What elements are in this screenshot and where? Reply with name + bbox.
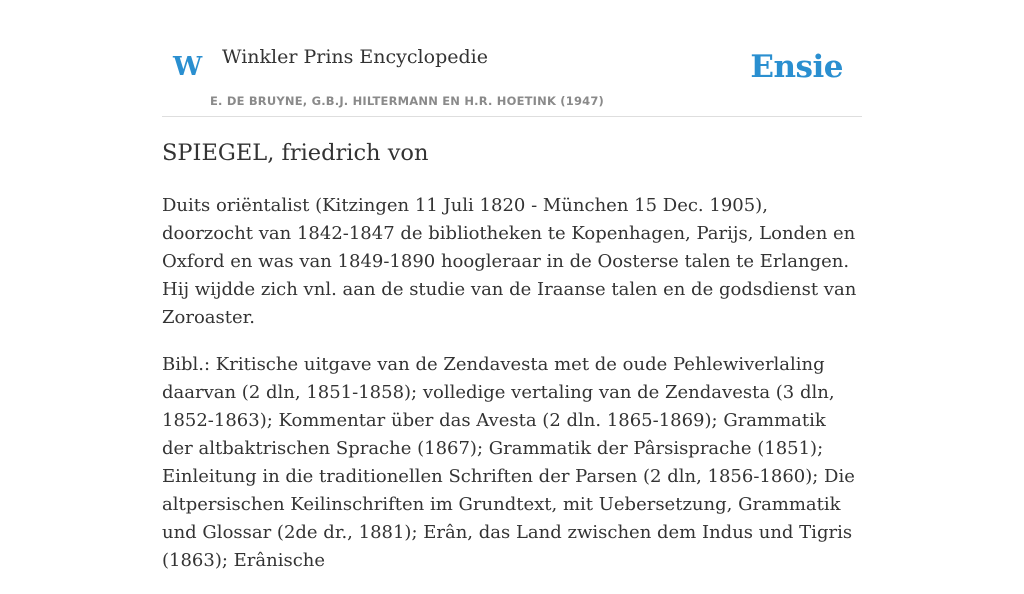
winkler-prins-logo-icon[interactable]: W	[173, 52, 203, 82]
source-authors: E. DE BRUYNE, G.B.J. HILTERMANN EN H.R. HOETINK (1947)	[210, 94, 605, 108]
ensie-logo-link[interactable]: Ensie	[750, 49, 843, 85]
article-paragraph: Duits oriëntalist (Kitzingen 11 Juli 1820 - München 15 Dec. 1905), doorzocht van 1842-1847 de bibliotheken te Kopenhagen, Parijs, Londen en Oxford en was van 1849-1890 hoogleraar in de Oosterse talen te Erlangen. Hij wijdde zich vnl. aan de studie van de Iraanse talen en de godsdienst van Zoroaster.	[162, 195, 857, 328]
page-title: SPIEGEL, friedrich von	[162, 140, 429, 166]
article-body	[162, 192, 862, 594]
source-title-link[interactable]: Winkler Prins Encyclopedie	[222, 46, 488, 68]
site-header	[162, 0, 862, 117]
bibliography-paragraph: Bibl.: Kritische uitgave van de Zendavesta met de oude Pehlewiverlaling daarvan (2 dln, 1851-1858); volledige vertaling van de Zendavesta (3 dln, 1852-1863); Kommentar über das Avesta (2 dln. 1865-1869); Grammatik der altbaktrischen Sprache (1867); Grammatik der Pârsisprache (1851); Einleitung in die traditionellen Schriften der Parsen (2 dln, 1856-1860); Die altpersischen Keilinschriften im Grundtext, mit Uebersetzung, Grammatik und Glossar (2de dr., 1881); Erân, das Land zwischen dem Indus und Tigris (1863); Erânische	[162, 354, 855, 571]
